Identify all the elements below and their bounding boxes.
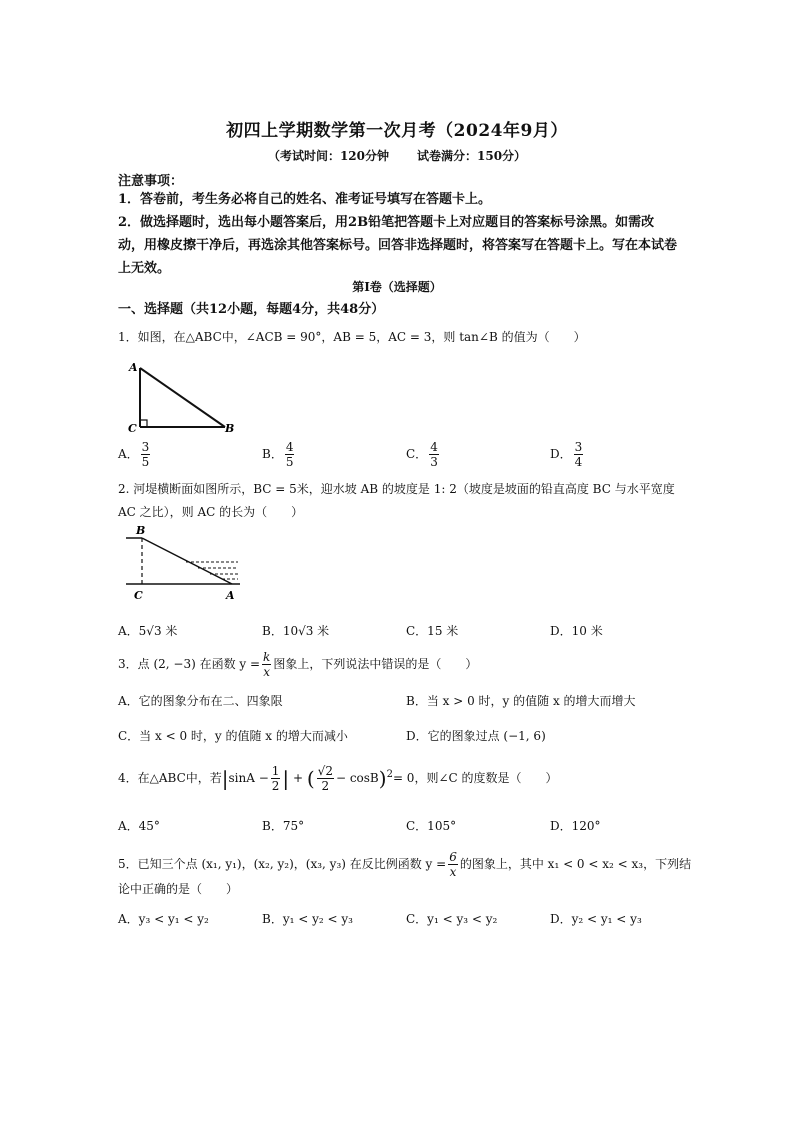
q2-option-c: C．15 米 (406, 624, 459, 638)
page-title: 初四上学期数学第一次月考（2024年9月） (226, 121, 568, 141)
q5-option-d: D．y₂ < y₁ < y₃ (550, 912, 642, 926)
q4-option-c: C．105° (406, 819, 457, 833)
q2-label-a: A (226, 589, 235, 602)
q1-stem: 1．如图，在△ABC中，∠ACB = 90°，AB = 5，AC = 3，则 tan∠B 的值为（ ） (118, 330, 586, 344)
q5-option-b: B．y₁ < y₂ < y₃ (262, 912, 353, 926)
q1-label-a: A (129, 361, 138, 374)
q4-option-a: A．45° (118, 819, 160, 833)
q1-option-c: C． $\frac{4}{3}$ (406, 440, 438, 469)
q2-option-b: B．10√3 米 (262, 624, 330, 638)
q2-figure (120, 522, 250, 604)
q3-option-d: D．它的图象过点 (−1, 6) (406, 729, 546, 743)
q2-stem: 2. 河堤横断面如图所示，BC = 5米，迎水坡 AB 的坡度是 1: 2（坡度是坡面的铅直高度 BC 与水平宽度 AC 之比），则 AC 的长为（ ） (118, 482, 675, 519)
notice-item-2: 2．做选择题时，选出每小题答案后，用2B铅笔把答题卡上对应题目的答案标号涂黑。如需改动，用橡皮擦干净后，再选涂其他答案标号。回答非选择题时，将答案写在答题卡上。写在本试卷上无效。 (118, 215, 678, 276)
q5-stem: 5．已知三个点 (x₁, y₁)，(x₂, y₂)，(x₃, y₃) 在反比例函数 y = $\frac{6}{x}$ 的图象上，其中 x₁ < 0 < x₂ < x₃，下列结 (118, 850, 692, 879)
exam-score: 试卷满分：150分） (417, 149, 527, 163)
q2-label-b: B (136, 524, 146, 537)
q4-option-d: D．120° (550, 819, 601, 833)
notice-heading: 注意事项： (118, 174, 184, 189)
q5-stem-line-2: 论中正确的是（ ） (118, 882, 239, 896)
volume-title: 第Ⅰ卷（选择题） (352, 280, 442, 294)
q3-option-c: C．当 x < 0 时，y 的值随 x 的增大而减小 (118, 729, 348, 743)
notice-item-1: 1．答卷前，考生务必将自己的姓名、准考证号填写在答题卡上。 (118, 192, 492, 207)
q1-option-b: B． $\frac{4}{5}$ (262, 440, 294, 469)
q5-option-a: A．y₃ < y₁ < y₂ (118, 912, 209, 926)
q4-option-b: B．75° (262, 819, 305, 833)
q1-figure (120, 356, 240, 436)
q1-option-a: A． $\frac{3}{5}$ (118, 440, 150, 469)
section-heading: 一、选择题（共12小题，每题4分，共48分） (118, 302, 385, 317)
q5-option-c: C．y₁ < y₃ < y₂ (406, 912, 498, 926)
q1-label-b: B (225, 422, 235, 435)
q2-slope-ab (142, 538, 232, 584)
exam-time: （考试时间：120分钟 (267, 149, 389, 163)
q2-label-c: C (134, 589, 143, 602)
q2-option-d: D．10 米 (550, 624, 603, 638)
q3-option-b: B．当 x > 0 时，y 的值随 x 的增大而增大 (406, 694, 636, 708)
q3-stem: 3．点 (2, −3) 在函数 y = $\frac{k}{x}$ 图象上，下列说法中错误的是（ ） (118, 650, 478, 679)
q1-right-angle-mark (140, 420, 147, 427)
q3-option-a: A．它的图象分布在二、四象限 (118, 694, 283, 708)
q2-option-a: A．5√3 米 (118, 624, 178, 638)
exam-info (0, 147, 794, 164)
q1-option-d: D． $\frac{3}{4}$ (550, 440, 583, 469)
q4-stem: 4．在△ABC中，若|sinA − $\frac{1}{2}$ | + ( $\frac{√2}{2}$ − cosB)$^2$= 0，则∠C 的度数是（ ） (118, 764, 558, 793)
q1-label-c: C (128, 422, 137, 435)
q1-side-ab (140, 368, 225, 427)
